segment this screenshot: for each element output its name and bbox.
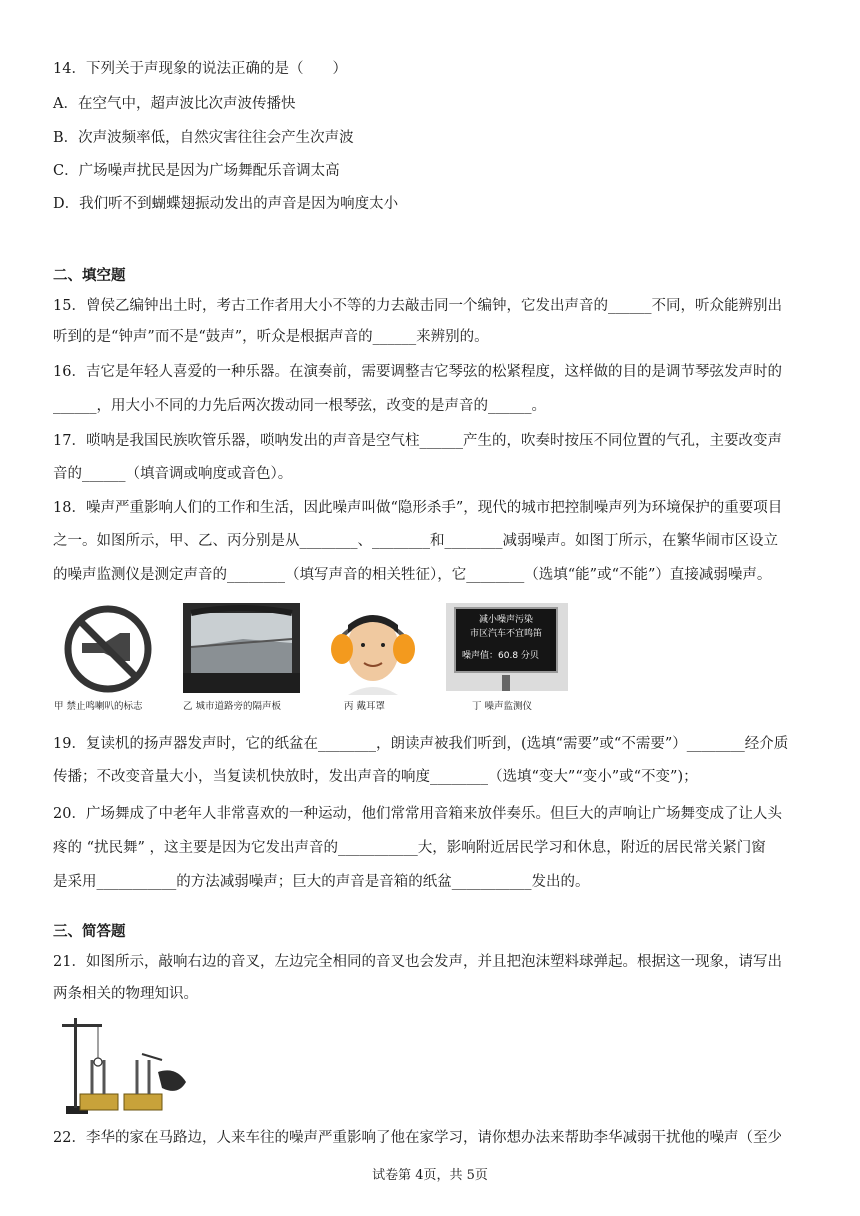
q21-line-2: 两条相关的物理知识。 xyxy=(53,986,198,1002)
q20-line-1: 20．广场舞成了中老年人非常喜欢的一种运动，他们常常用音箱来放伴奏乐。但巨大的声响让广场舞变成了让人头 xyxy=(53,806,782,822)
q17-line-1: 17．唢呐是我国民族吹管乐器，唢呐发出的声音是空气柱______产生的，吹奏时按压不同位置的气孔，主要改变声 xyxy=(53,433,782,449)
q17-line-2: 音的______（填音调或响度或音色）。 xyxy=(53,466,293,482)
q14-stem: 14．下列关于声现象的说法正确的是（ ） xyxy=(53,61,347,77)
q20-line-3: 是采用___________的方法减弱噪声；巨大的声音是音箱的纸盆___________发出的。 xyxy=(53,874,590,890)
q15-line-2: 听到的是“钟声”而不是“鼓声”，听众是根据声音的______来辨别的。 xyxy=(53,329,489,345)
figure-ding-noise-monitor xyxy=(442,603,572,718)
q15-line-1: 15．曾侯乙编钟出土时，考古工作者用大小不等的力去敲击同一个编钟，它发出声音的______不同，听众能辨别出 xyxy=(53,298,782,314)
page-footer: 试卷第 4页，共 5页 xyxy=(372,1168,488,1183)
tuning-fork-apparatus-icon xyxy=(58,1016,192,1116)
figure-yi-sound-barrier xyxy=(183,603,303,718)
figure-jia-no-horn-sign xyxy=(52,603,172,718)
q14-option-b: B．次声波频率低，自然灾害往往会产生次声波 xyxy=(53,130,354,146)
figure-bing-ear-muffs xyxy=(318,603,428,718)
sign-line-2: 市区汽车不宜鸣笛 xyxy=(469,629,542,639)
q14-option-c: C．广场噪声扰民是因为广场舞配乐音调太高 xyxy=(53,163,340,179)
q19-line-2: 传播；不改变音量大小，当复读机快放时，发出声音的响度________（选填“变大”“变小”或“不变”)； xyxy=(53,769,698,785)
section-title-short-answer: 三、简答题 xyxy=(53,924,126,940)
figure-ding-caption: 丁 噪声监测仪 xyxy=(472,701,533,712)
q22-line-1: 22．李华的家在马路边，人来车往的噪声严重影响了他在家学习，请你想办法来帮助李华减弱干扰他的噪声（至少 xyxy=(53,1130,782,1146)
figure-jia-caption: 甲 禁止鸣喇叭的标志 xyxy=(54,701,143,712)
section-title-fill-in: 二、填空题 xyxy=(53,268,126,284)
q14-option-a: A．在空气中，超声波比次声波传播快 xyxy=(53,96,296,112)
q18-line-1: 18．噪声严重影响人们的工作和生活，因此噪声叫做“隐形杀手”，现代的城市把控制噪声列为环境保护的重要项目 xyxy=(53,500,783,516)
q18-line-3: 的噪声监测仪是测定声音的________（填写声音的相关牲征），它________（选填“能”或“不能”）直接减弱噪声。 xyxy=(53,567,772,583)
sign-line-3: 噪声值：60.8 分贝 xyxy=(462,651,539,661)
person-with-ear-muffs-icon xyxy=(318,603,428,695)
figure-q21-tuning-forks xyxy=(58,1016,192,1116)
noise-monitor-photo xyxy=(446,603,568,691)
q19-line-1: 19．复读机的扬声器发声时，它的纸盆在________，朗读声被我们听到，(选填“需要”或“不需要”）________经介质 xyxy=(53,736,789,752)
figure-yi-caption: 乙 城市道路旁的隔声板 xyxy=(183,701,282,712)
sound-barrier-photo-icon xyxy=(183,603,300,693)
monitor-pole xyxy=(502,675,510,691)
q21-line-1: 21．如图所示，敲响右边的音叉，左边完全相同的音叉也会发声，并且把泡沫塑料球弹起。根据这一现象，请写出 xyxy=(53,954,782,970)
q16-line-1: 16．吉它是年轻人喜爱的一种乐器。在演奏前，需要调整吉它琴弦的松紧程度，这样做的目的是调节琴弦发声时的 xyxy=(53,364,782,380)
q16-line-2: ______，用大小不同的力先后两次拨动同一根琴弦，改变的是声音的______。 xyxy=(53,398,546,414)
q18-line-2: 之一。如图所示，甲、乙、丙分别是从________、________和________减弱噪声。如图丁所示，在繁华闹市区设立 xyxy=(53,533,778,549)
q20-line-2: 疼的 “扰民舞” ，这主要是因为它发出声音的___________大，影响附近居民学习和休息，附近的居民常关紧门窗 xyxy=(53,840,766,856)
noise-monitor-screen xyxy=(454,607,558,673)
q14-option-d: D．我们听不到蝴蝶翅振动发出的声音是因为响度太小 xyxy=(53,196,399,212)
figure-bing-caption: 丙 戴耳罩 xyxy=(344,701,386,712)
sign-line-1: 减小噪声污染 xyxy=(478,615,533,625)
